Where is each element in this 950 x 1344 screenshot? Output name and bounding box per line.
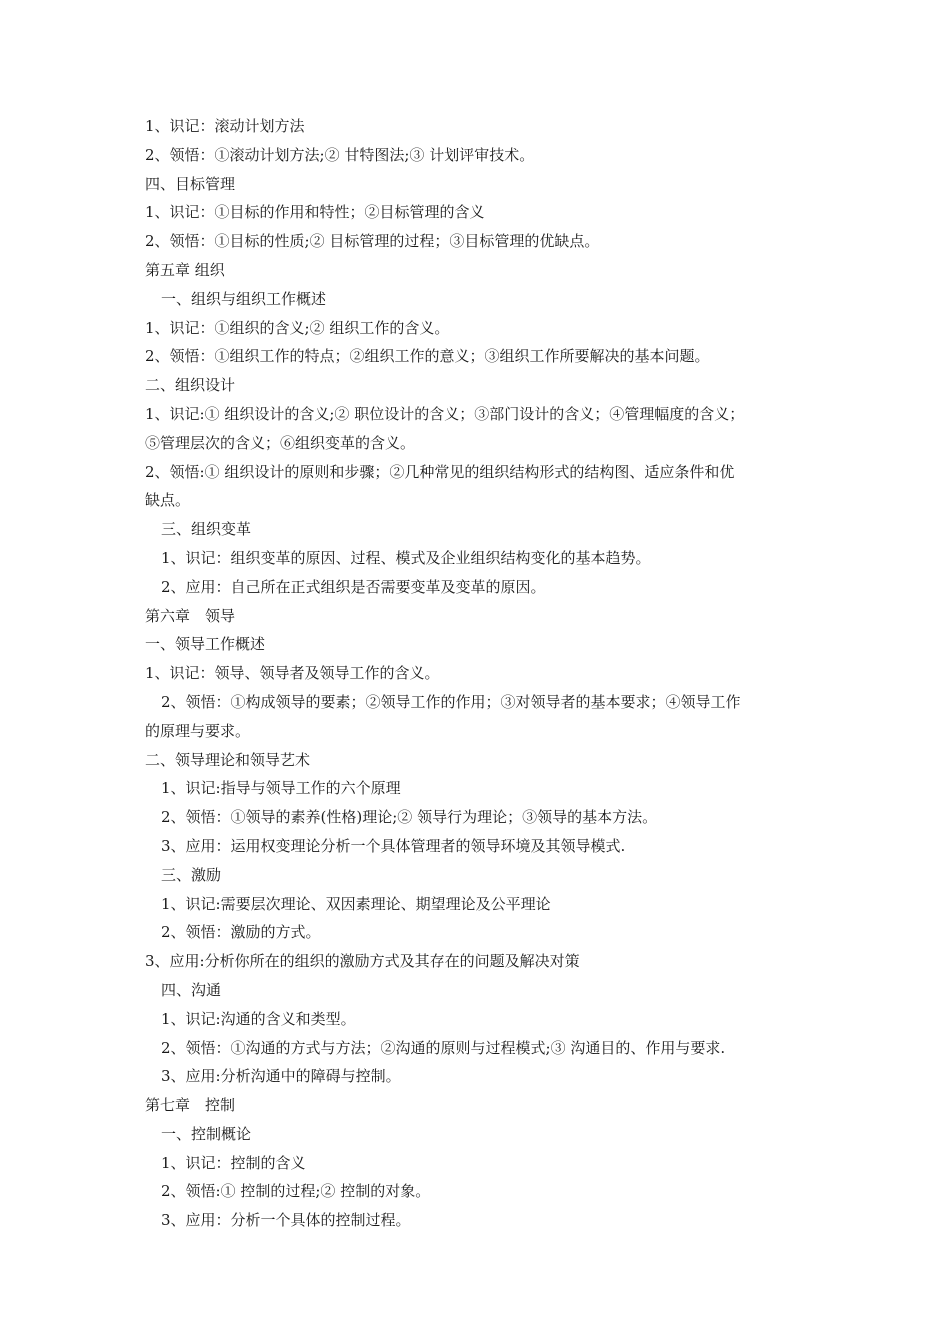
text-line: 1、识记：滚动计划方法 [145,117,305,135]
text-line: 2、领悟:① 组织设计的原则和步骤；②几种常见的组织结构形式的结构图、适应条件和优 [145,462,735,481]
text-line: 1、识记：①目标的作用和特性；②目标管理的含义 [145,203,485,222]
text-line: 2、应用：自己所在正式组织是否需要变革及变革的原因。 [161,577,546,596]
text-line: 第六章 领导 [145,606,236,625]
text-line: 的原理与要求。 [145,721,251,740]
text-line: 二、领导理论和领导艺术 [145,750,311,769]
text-line: 一、领导工作概述 [145,635,266,654]
text-line: 第五章 组织 [145,260,225,279]
text-line: 1、识记：领导、领导者及领导工作的含义。 [145,664,440,683]
text-line: 1、识记:① 组织设计的含义;② 职位设计的含义；③部门设计的含义；④管理幅度的含义； [145,404,745,423]
text-line: 3、应用：分析一个具体的控制过程。 [161,1211,411,1230]
text-line: 四、目标管理 [145,174,236,193]
text-line: 3、应用:分析沟通中的障碍与控制。 [161,1067,401,1086]
text-line: 2、领悟：①构成领导的要素；②领导工作的作用；③对领导者的基本要求；④领导工作 [161,692,741,711]
text-line: 2、领悟：激励的方式。 [161,923,321,942]
text-line: 缺点。 [145,491,191,510]
text-line: 1、识记:沟通的含义和类型。 [161,1009,356,1028]
text-line: 1、识记:指导与领导工作的六个原理 [161,779,401,798]
text-line: 二、组织设计 [145,376,236,395]
text-line: 2、领悟:① 控制的过程;② 控制的对象。 [161,1182,431,1201]
text-line: 1、识记:需要层次理论、双因素理论、期望理论及公平理论 [161,894,551,913]
text-line: 三、组织变革 [161,520,252,539]
text-line: 1、识记：控制的含义 [161,1153,306,1172]
text-line: 三、激励 [161,865,222,884]
text-line: 1、识记：组织变革的原因、过程、模式及企业组织结构变化的基本趋势。 [161,548,651,567]
text-line: 第七章 控制 [145,1096,236,1115]
text-line: 2、领悟：①滚动计划方法;② 甘特图法;③ 计划评审技术。 [145,145,535,164]
text-line: ⑤管理层次的含义；⑥组织变革的含义。 [145,433,416,452]
text-line: 一、控制概论 [161,1124,252,1143]
text-line: 2、领悟：①沟通的方式与方法；②沟通的原则与过程模式;③ 沟通目的、作用与要求. [161,1038,726,1057]
document-body [145,112,815,1235]
text-line: 3、应用:分析你所在的组织的激励方式及其存在的问题及解决对策 [145,952,580,971]
text-line: 四、沟通 [161,980,222,999]
text-line: 2、领悟：①组织工作的特点；②组织工作的意义；③组织工作所要解决的基本问题。 [145,347,710,366]
text-line: 2、领悟：①目标的性质;② 目标管理的过程；③目标管理的优缺点。 [145,232,600,251]
text-line: 2、领悟：①领导的素养(性格)理论;② 领导行为理论；③领导的基本方法。 [161,808,658,827]
text-line: 一、组织与组织工作概述 [161,289,327,308]
text-line: 3、应用：运用权变理论分析一个具体管理者的领导环境及其领导模式. [161,836,626,855]
text-line: 1、识记：①组织的含义;② 组织工作的含义。 [145,318,450,337]
